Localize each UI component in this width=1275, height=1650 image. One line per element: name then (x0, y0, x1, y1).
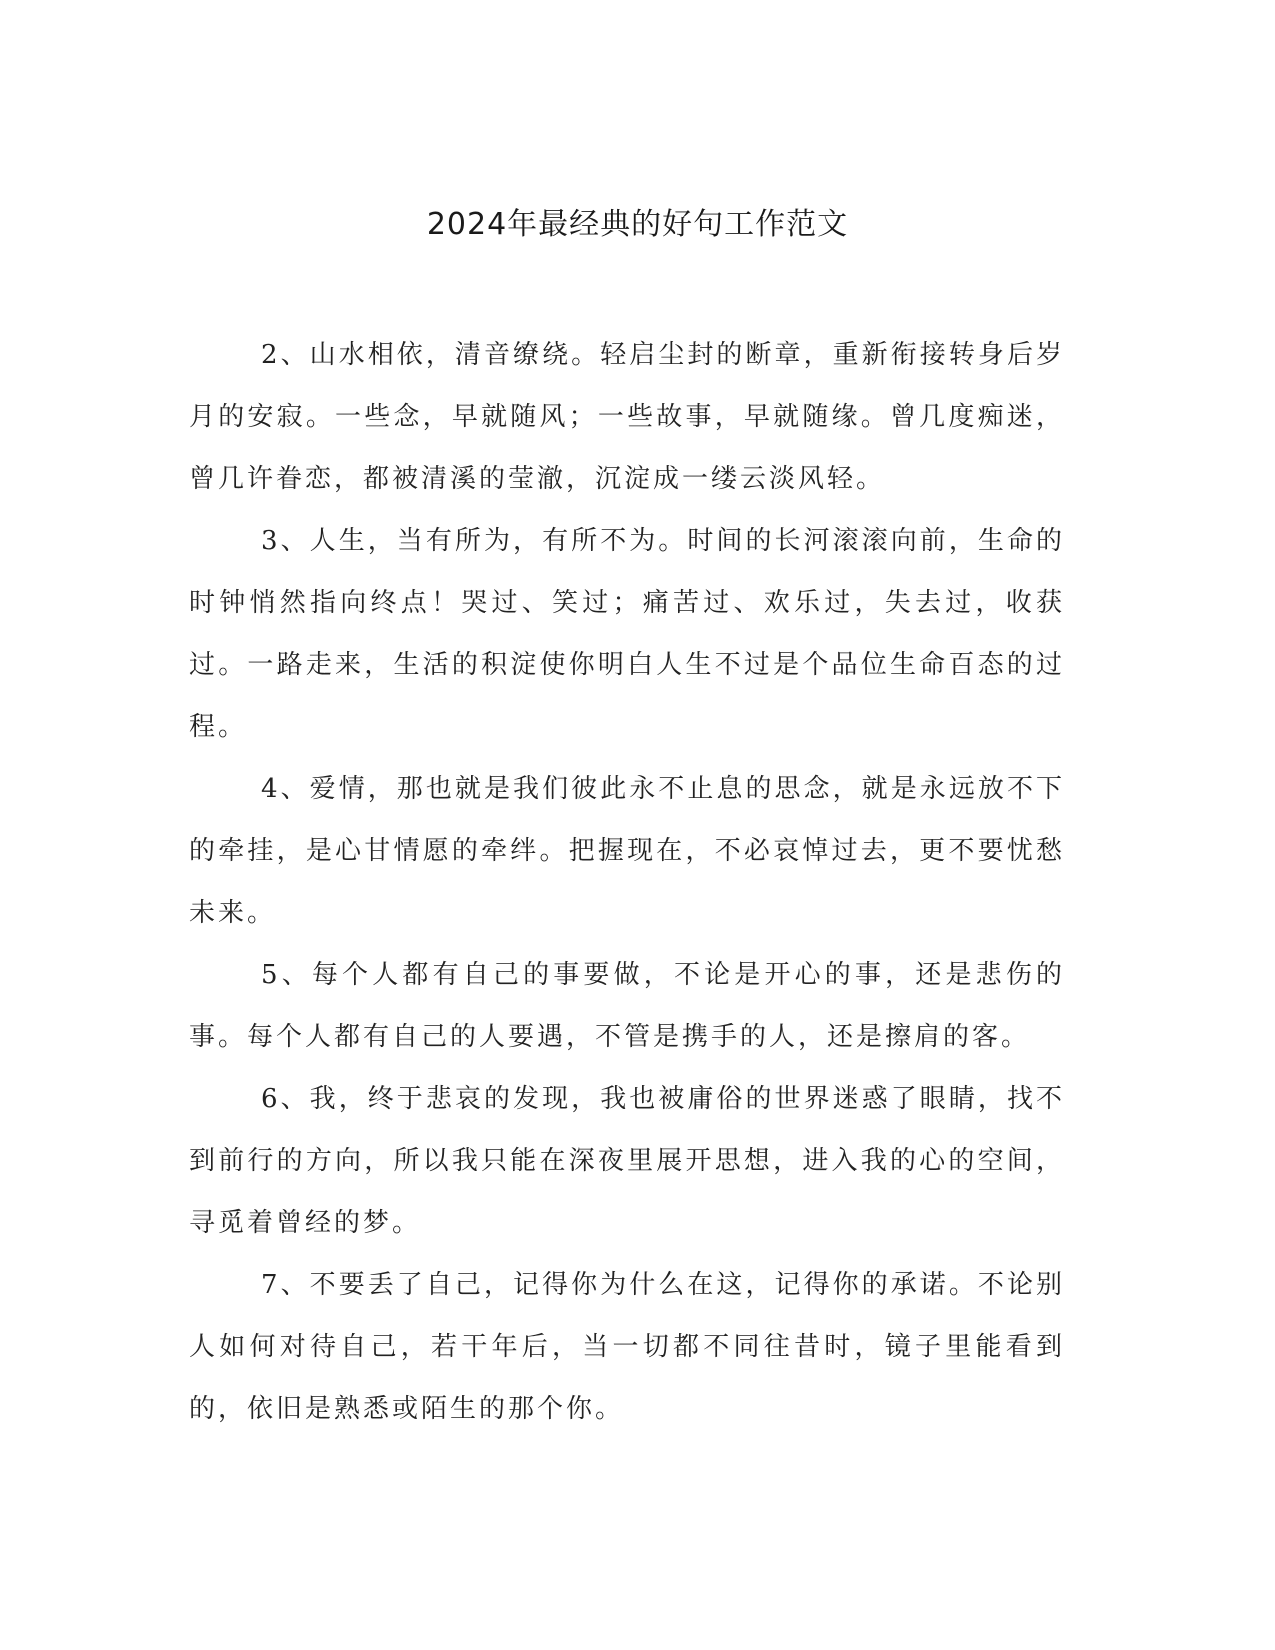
paragraph-5: 5、每个人都有自己的事要做，不论是开心的事，还是悲伤的事。每个人都有自己的人要遇，不管是携手的人，还是擦肩的客。 (189, 960, 1065, 1052)
paragraph-6: 6、我，终于悲哀的发现，我也被庸俗的世界迷惑了眼睛，找不到前行的方向，所以我只能在深夜里展开思想，进入我的心的空间，寻觅着曾经的梦。 (189, 1084, 1065, 1238)
document-title: 2024年最经典的好句工作范文 (426, 207, 849, 242)
paragraph-7: 7、不要丢了自己，记得你为什么在这，记得你的承诺。不论别人如何对待自己，若干年后，当一切都不同往昔时，镜子里能看到的，依旧是熟悉或陌生的那个你。 (189, 1270, 1065, 1424)
paragraph-2: 2、山水相依，清音缭绕。轻启尘封的断章，重新衔接转身后岁月的安寂。一些念，早就随风；一些故事，早就随缘。曾几度痴迷，曾几许眷恋，都被清溪的莹澈，沉淀成一缕云淡风轻。 (189, 340, 1065, 494)
document-body (189, 324, 1065, 1440)
paragraph-4: 4、爱情，那也就是我们彼此永不止息的思念，就是永远放不下的牵挂，是心甘情愿的牵绊。把握现在，不必哀悼过去，更不要忧愁未来。 (189, 774, 1065, 928)
paragraph-3: 3、人生，当有所为，有所不为。时间的长河滚滚向前，生命的时钟悄然指向终点！哭过、笑过；痛苦过、欢乐过，失去过，收获过。一路走来，生活的积淀使你明白人生不过是个品位生命百态的过程。 (189, 526, 1065, 742)
